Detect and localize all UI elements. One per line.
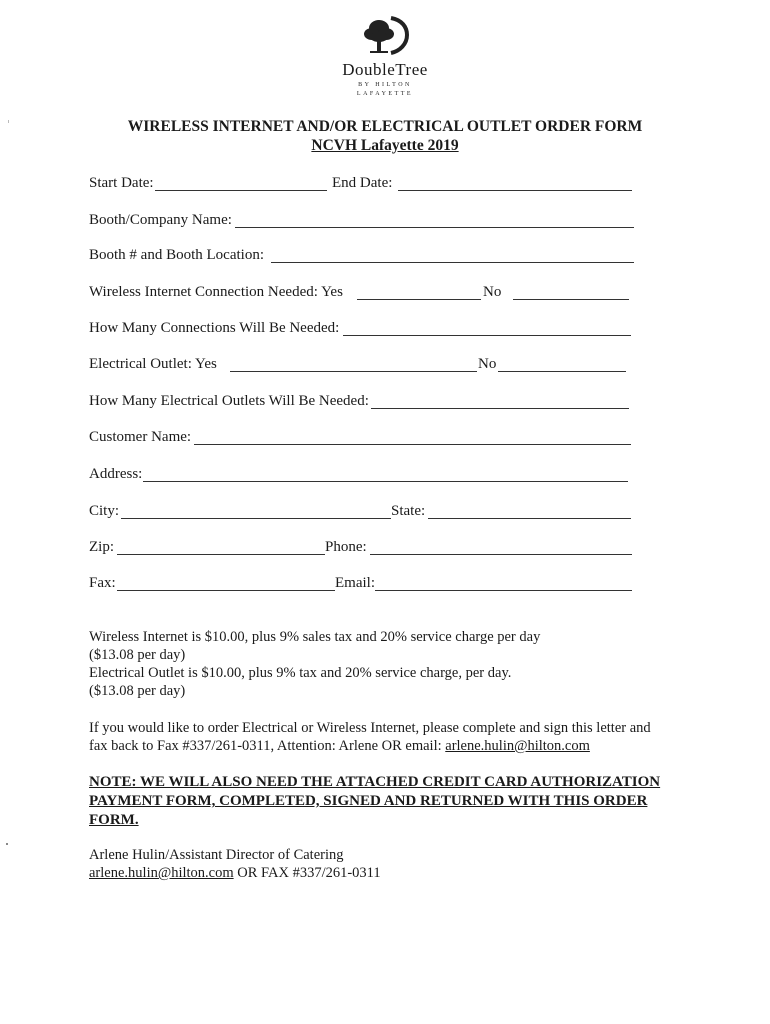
outlet-yes-field[interactable] [230,371,477,372]
phone-field[interactable] [370,554,632,555]
pricing-outlet-total: ($13.08 per day) [89,683,186,699]
brand-city: LAFAYETTE [356,91,414,97]
connections-row [89,319,649,339]
outlet-no-field[interactable] [498,371,626,372]
outlet-label: Electrical Outlet: Yes [89,356,217,372]
outlets-count-field[interactable] [371,408,629,409]
zip-phone-row [89,538,649,558]
city-label: City: [89,503,120,519]
customer-name-label: Customer Name: [89,429,192,445]
credit-card-note [89,773,689,830]
doubletree-logo [0,14,770,98]
note-line2: PAYMENT FORM, COMPLETED, SIGNED AND RETURNED WITH THIS ORDER [89,793,648,809]
end-date-field[interactable] [398,190,632,191]
wireless-label: Wireless Internet Connection Needed: Yes [89,284,343,300]
city-field[interactable] [121,518,391,519]
email-field[interactable] [375,590,632,591]
date-row [89,174,649,194]
pricing-wireless: Wireless Internet is $10.00, plus 9% sales tax and 20% service charge per day [89,629,541,645]
wireless-row [89,283,649,303]
contact-line [89,864,689,882]
instructions [89,719,689,755]
instructions-line2 [89,737,689,755]
booth-company-row [89,211,649,231]
brand-byline: BY HILTON [358,82,412,88]
tree-logo-icon [359,14,411,58]
note-line3: FORM. [89,812,139,828]
outlet-row [89,355,649,375]
booth-company-label: Booth/Company Name: [89,212,232,228]
contact-info [89,846,689,882]
customer-name-field[interactable] [194,444,631,445]
city-state-row [89,502,649,522]
booth-location-label: Booth # and Booth Location: [89,247,264,263]
pricing-wireless-total: ($13.08 per day) [89,647,186,663]
zip-field[interactable] [117,554,325,555]
connections-label: How Many Connections Will Be Needed: [89,320,340,336]
outlets-count-label: How Many Electrical Outlets Will Be Needed: [89,393,369,409]
end-date-label: End Date: [332,175,393,191]
wireless-no-field[interactable] [513,299,629,300]
form-title: WIRELESS INTERNET AND/OR ELECTRICAL OUTLET ORDER FORM [127,118,643,135]
instructions-line1: If you would like to order Electrical or Wireless Internet, please complete and sign this letter and [89,720,651,736]
booth-location-field[interactable] [271,262,634,263]
state-field[interactable] [428,518,631,519]
address-row [89,465,649,485]
form-subtitle: NCVH Lafayette 2019 [311,137,459,154]
start-date-label: Start Date: [89,175,154,191]
connections-field[interactable] [343,335,631,336]
contact-email-link[interactable]: arlene.hulin@hilton.com [89,865,234,881]
booth-location-row [89,246,649,266]
pricing-info [89,628,689,700]
booth-company-field[interactable] [235,227,634,228]
scan-speck [6,843,8,845]
contact-name: Arlene Hulin/Assistant Director of Catering [89,847,344,863]
brand-name: DoubleTree [342,60,428,79]
wireless-no-label: No [483,284,502,300]
email-label: Email: [335,575,375,591]
customer-name-row [89,428,649,448]
outlets-count-row [89,392,649,412]
fax-field[interactable] [117,590,335,591]
wireless-yes-field[interactable] [357,299,481,300]
pricing-outlet: Electrical Outlet is $10.00, plus 9% tax and 20% service charge, per day. [89,665,512,681]
fax-email-row [89,574,649,594]
address-label: Address: [89,466,143,482]
scan-speck [8,120,9,123]
contact-fax: OR FAX #337/261-0311 [233,865,381,881]
instructions-fax-text: fax back to Fax #337/261-0311, Attention: Arlene OR email: [89,738,446,754]
fax-label: Fax: [89,575,116,591]
address-field[interactable] [143,481,628,482]
outlet-no-label: No [478,356,497,372]
instructions-email-link[interactable]: arlene.hulin@hilton.com [445,738,590,754]
note-line1: NOTE: WE WILL ALSO NEED THE ATTACHED CREDIT CARD AUTHORIZATION [89,774,661,790]
zip-label: Zip: [89,539,114,555]
phone-label: Phone: [325,539,367,555]
state-label: State: [391,503,426,519]
start-date-field[interactable] [155,190,327,191]
